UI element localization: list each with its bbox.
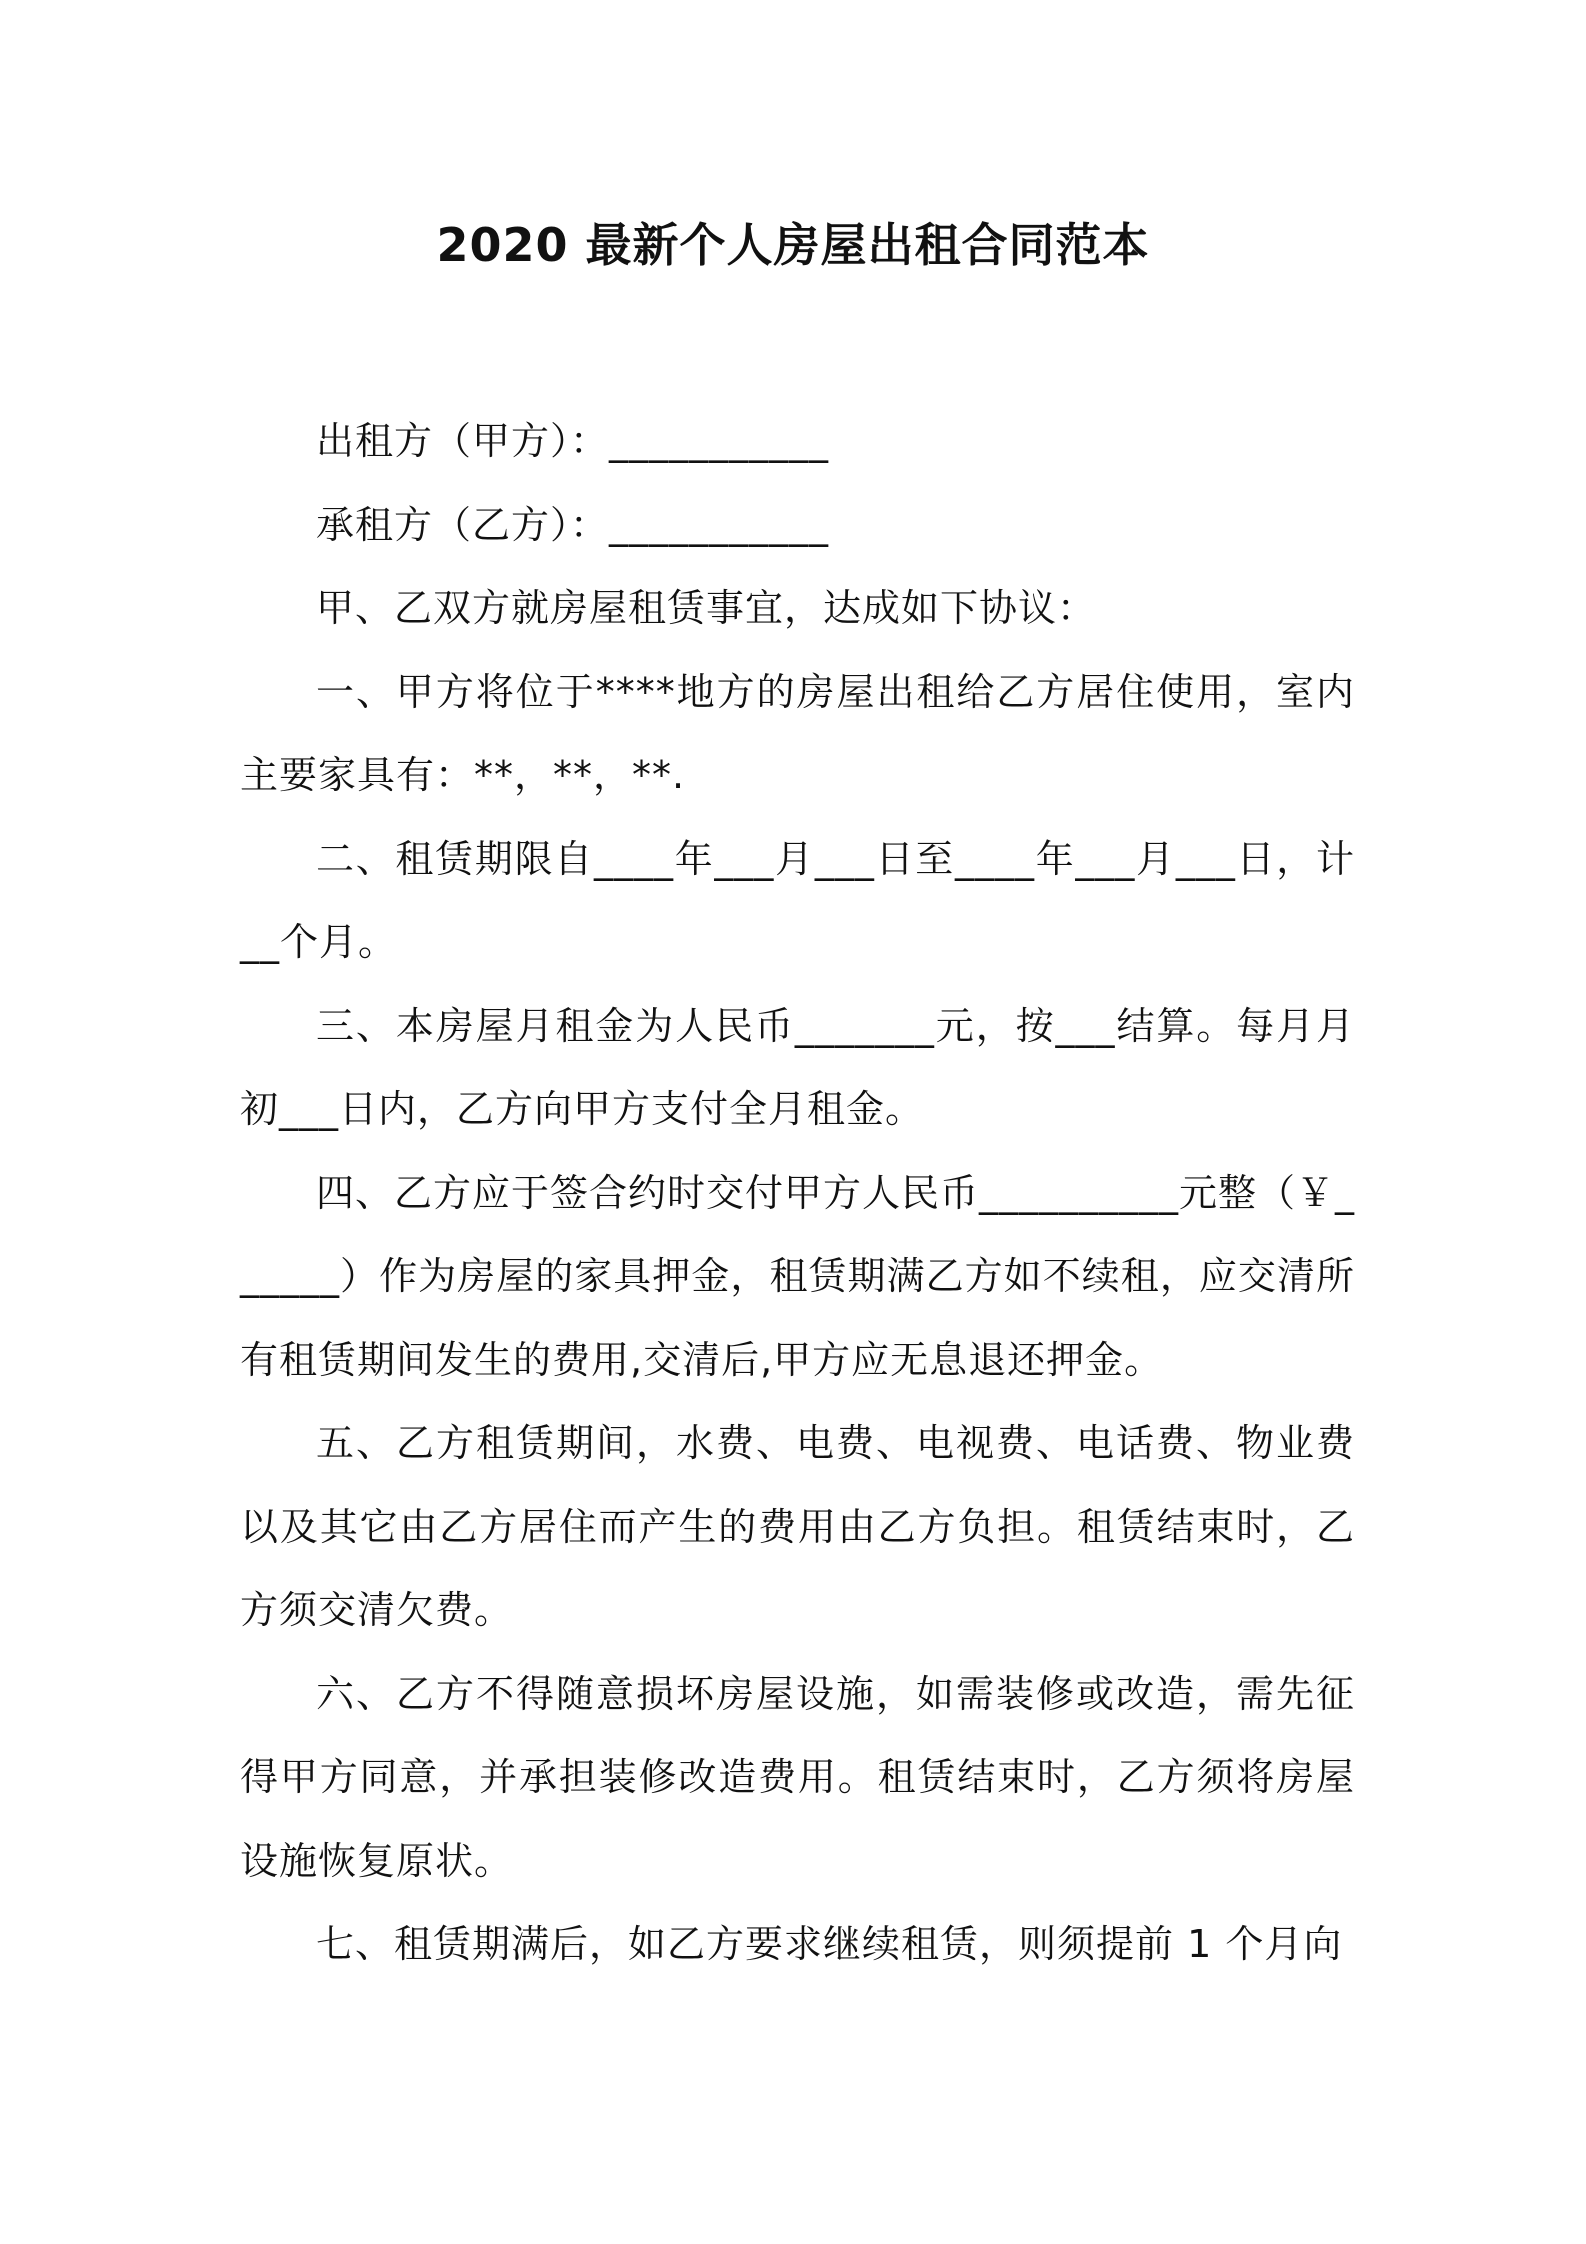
clause-2: 二、租赁期限自____年___月___日至____年___月___日，计__个月。 [240,836,1355,964]
clause-7: 七、租赁期满后，如乙方要求继续租赁，则须提前 1 个月向 [316,1922,1343,1966]
clause-5: 五、乙方租赁期间，水费、电费、电视费、电话费、物业费以及其它由乙方居住而产生的费用由乙方负担。租赁结束时，乙方须交清欠费。 [240,1421,1355,1632]
lessee-line: 承租方（乙方）：___________ [316,502,830,547]
document-title: 2020 最新个人房屋出租合同范本 [436,218,1150,272]
lessor-line: 出租方（甲方）：___________ [316,419,830,463]
clause-6: 六、乙方不得随意损坏房屋设施，如需装修或改造，需先征得甲方同意，并承担装修改造费用。租赁结束时，乙方须将房屋设施恢复原状。 [240,1671,1355,1883]
document-body [240,400,1355,1987]
clause-3: 三、本房屋月租金为人民币_______元，按___结算。每月月初___日内，乙方向甲方支付全月租金。 [240,1003,1355,1131]
clause-4: 四、乙方应于签合约时交付甲方人民币__________元整（￥______）作为房屋的家具押金，租赁期满乙方如不续租，应交清所有租赁期间发生的费用,交清后,甲方应无息退还押金。 [240,1170,1356,1382]
clause-1: 一、甲方将位于****地方的房屋出租给乙方居住使用，室内主要家具有：**，**，**. [240,669,1355,797]
agreement-intro: 甲、乙双方就房屋租赁事宜，达成如下协议： [316,586,1097,630]
